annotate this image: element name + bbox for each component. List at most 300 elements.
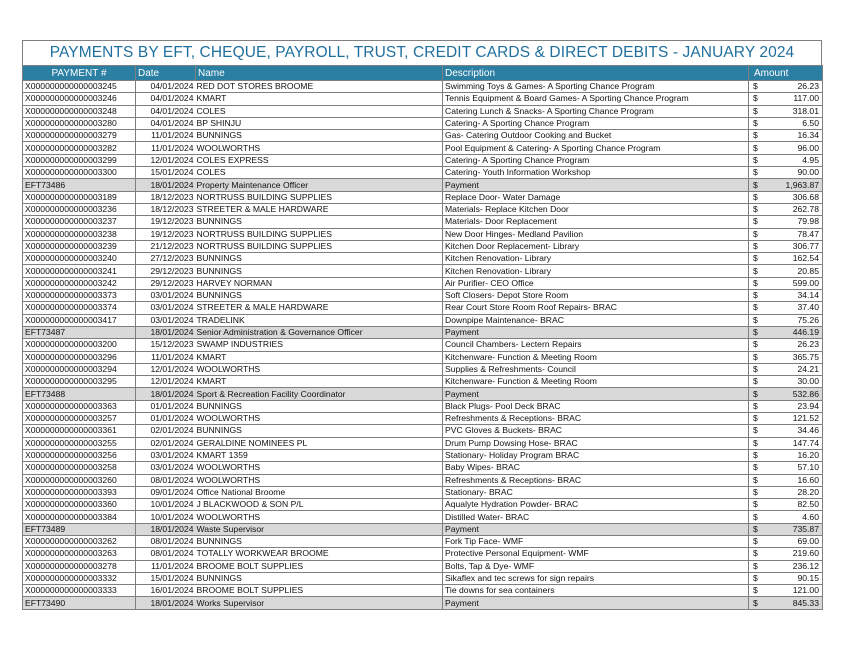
date-cell: 15/12/2023 — [136, 339, 196, 351]
name-cell: GERALDINE NOMINEES PL — [196, 437, 443, 449]
payment-cell: X000000000000003241 — [23, 265, 136, 277]
payment-cell: X000000000000003373 — [23, 290, 136, 302]
date-cell: 02/01/2024 — [136, 425, 196, 437]
currency-cell: $ — [749, 240, 761, 252]
description-cell: Pool Equipment & Catering- A Sporting Chance Program — [443, 142, 749, 154]
name-cell: COLES EXPRESS — [196, 154, 443, 166]
date-cell: 16/01/2024 — [136, 585, 196, 597]
date-cell: 18/12/2023 — [136, 191, 196, 203]
table-row — [23, 437, 823, 449]
payment-cell: EFT73488 — [23, 388, 136, 400]
name-cell: STREETER & MALE HARDWARE — [196, 302, 443, 314]
name-cell: COLES — [196, 105, 443, 117]
amount-cell: 79.98 — [761, 216, 823, 228]
description-cell: Catering- A Sporting Chance Program — [443, 154, 749, 166]
table-row — [23, 560, 823, 572]
description-cell: Fork Tip Face- WMF — [443, 535, 749, 547]
table-row — [23, 253, 823, 265]
table-row — [23, 228, 823, 240]
date-cell: 19/12/2023 — [136, 228, 196, 240]
table-row — [23, 154, 823, 166]
date-cell: 15/01/2024 — [136, 167, 196, 179]
payment-cell: X000000000000003255 — [23, 437, 136, 449]
name-cell: KMART — [196, 376, 443, 388]
name-cell: BUNNINGS — [196, 400, 443, 412]
currency-cell: $ — [749, 191, 761, 203]
name-cell: BROOME BOLT SUPPLIES — [196, 585, 443, 597]
amount-cell: 57.10 — [761, 462, 823, 474]
payment-cell: EFT73486 — [23, 179, 136, 191]
payment-cell: X000000000000003245 — [23, 81, 136, 93]
description-cell: Tie downs for sea containers — [443, 585, 749, 597]
currency-cell: $ — [749, 105, 761, 117]
name-cell: BUNNINGS — [196, 572, 443, 584]
table-row — [23, 585, 823, 597]
header-description: Description — [443, 66, 749, 81]
currency-cell: $ — [749, 523, 761, 535]
date-cell: 02/01/2024 — [136, 437, 196, 449]
table-row — [23, 486, 823, 498]
name-cell: TOTALLY WORKWEAR BROOME — [196, 548, 443, 560]
payment-cell: X000000000000003360 — [23, 499, 136, 511]
payment-cell: X000000000000003295 — [23, 376, 136, 388]
date-cell: 29/12/2023 — [136, 265, 196, 277]
table-row — [23, 535, 823, 547]
amount-cell: 26.23 — [761, 81, 823, 93]
amount-cell: 365.75 — [761, 351, 823, 363]
date-cell: 11/01/2024 — [136, 351, 196, 363]
payment-cell: X000000000000003280 — [23, 117, 136, 129]
payment-cell: X000000000000003374 — [23, 302, 136, 314]
name-cell: KMART — [196, 93, 443, 105]
payment-cell: X000000000000003332 — [23, 572, 136, 584]
currency-cell: $ — [749, 290, 761, 302]
description-cell: Downpipe Maintenance- BRAC — [443, 314, 749, 326]
name-cell: BUNNINGS — [196, 265, 443, 277]
amount-cell: 69.00 — [761, 535, 823, 547]
table-row — [23, 449, 823, 461]
date-cell: 03/01/2024 — [136, 314, 196, 326]
table-row — [23, 167, 823, 179]
date-cell: 18/01/2024 — [136, 523, 196, 535]
description-cell: Materials- Replace Kitchen Door — [443, 203, 749, 215]
description-cell: Payment — [443, 388, 749, 400]
description-cell: Catering Lunch & Snacks- A Sporting Chance Program — [443, 105, 749, 117]
header-name: Name — [196, 66, 443, 81]
name-cell: TRADELINK — [196, 314, 443, 326]
name-cell: BROOME BOLT SUPPLIES — [196, 560, 443, 572]
date-cell: 03/01/2024 — [136, 462, 196, 474]
date-cell: 18/01/2024 — [136, 388, 196, 400]
payment-cell: X000000000000003384 — [23, 511, 136, 523]
amount-cell: 599.00 — [761, 277, 823, 289]
date-cell: 29/12/2023 — [136, 277, 196, 289]
amount-cell: 37.40 — [761, 302, 823, 314]
currency-cell: $ — [749, 462, 761, 474]
amount-cell: 96.00 — [761, 142, 823, 154]
date-cell: 18/01/2024 — [136, 179, 196, 191]
amount-cell: 117.00 — [761, 93, 823, 105]
currency-cell: $ — [749, 560, 761, 572]
table-row — [23, 277, 823, 289]
payment-cell: X000000000000003417 — [23, 314, 136, 326]
date-cell: 03/01/2024 — [136, 290, 196, 302]
amount-cell: 532.86 — [761, 388, 823, 400]
name-cell: Senior Administration & Governance Officer — [196, 326, 443, 338]
amount-cell: 26.23 — [761, 339, 823, 351]
payment-cell: X000000000000003256 — [23, 449, 136, 461]
name-cell: Office National Broome — [196, 486, 443, 498]
currency-cell: $ — [749, 179, 761, 191]
table-row — [23, 400, 823, 412]
amount-cell: 306.77 — [761, 240, 823, 252]
page-title: PAYMENTS BY EFT, CHEQUE, PAYROLL, TRUST, CREDIT CARDS & DIRECT DEBITS - JANUARY 2024 — [22, 40, 822, 65]
currency-cell: $ — [749, 511, 761, 523]
name-cell: Property Maintenance Officer — [196, 179, 443, 191]
description-cell: Black Plugs- Pool Deck BRAC — [443, 400, 749, 412]
payment-cell: X000000000000003248 — [23, 105, 136, 117]
description-cell: Tennis Equipment & Board Games- A Sporting Chance Program — [443, 93, 749, 105]
currency-cell: $ — [749, 81, 761, 93]
table-row — [23, 339, 823, 351]
table-row — [23, 314, 823, 326]
payment-cell: X000000000000003296 — [23, 351, 136, 363]
currency-cell: $ — [749, 265, 761, 277]
date-cell: 15/01/2024 — [136, 572, 196, 584]
amount-cell: 262.78 — [761, 203, 823, 215]
currency-cell: $ — [749, 363, 761, 375]
description-cell: Stationary- BRAC — [443, 486, 749, 498]
amount-cell: 236.12 — [761, 560, 823, 572]
amount-cell: 446.19 — [761, 326, 823, 338]
date-cell: 03/01/2024 — [136, 302, 196, 314]
currency-cell: $ — [749, 167, 761, 179]
description-cell: Payment — [443, 597, 749, 609]
table-row — [23, 142, 823, 154]
date-cell: 09/01/2024 — [136, 486, 196, 498]
date-cell: 27/12/2023 — [136, 253, 196, 265]
date-cell: 11/01/2024 — [136, 142, 196, 154]
table-row-eft — [23, 523, 823, 535]
currency-cell: $ — [749, 142, 761, 154]
description-cell: Kitchenware- Function & Meeting Room — [443, 351, 749, 363]
date-cell: 08/01/2024 — [136, 548, 196, 560]
amount-cell: 219.60 — [761, 548, 823, 560]
description-cell: Kitchen Door Replacement- Library — [443, 240, 749, 252]
currency-cell: $ — [749, 437, 761, 449]
amount-cell: 90.00 — [761, 167, 823, 179]
currency-cell: $ — [749, 277, 761, 289]
date-cell: 21/12/2023 — [136, 240, 196, 252]
currency-cell: $ — [749, 228, 761, 240]
header-amount: Amount — [749, 66, 823, 81]
name-cell: WOOLWORTHS — [196, 363, 443, 375]
date-cell: 08/01/2024 — [136, 535, 196, 547]
name-cell: WOOLWORTHS — [196, 462, 443, 474]
table-row-eft — [23, 326, 823, 338]
amount-cell: 20.85 — [761, 265, 823, 277]
description-cell: Refreshments & Receptions- BRAC — [443, 413, 749, 425]
currency-cell: $ — [749, 203, 761, 215]
table-body — [23, 81, 823, 610]
description-cell: Air Purifier- CEO Office — [443, 277, 749, 289]
currency-cell: $ — [749, 326, 761, 338]
name-cell: NORTRUSS BUILDING SUPPLIES — [196, 228, 443, 240]
table-row — [23, 351, 823, 363]
payment-cell: EFT73489 — [23, 523, 136, 535]
payment-cell: X000000000000003240 — [23, 253, 136, 265]
amount-cell: 34.46 — [761, 425, 823, 437]
payment-cell: X000000000000003294 — [23, 363, 136, 375]
date-cell: 01/01/2024 — [136, 400, 196, 412]
table-row — [23, 191, 823, 203]
date-cell: 03/01/2024 — [136, 449, 196, 461]
date-cell: 04/01/2024 — [136, 93, 196, 105]
name-cell: BP SHINJU — [196, 117, 443, 129]
payment-cell: X000000000000003363 — [23, 400, 136, 412]
table-row — [23, 413, 823, 425]
amount-cell: 162.54 — [761, 253, 823, 265]
name-cell: STREETER & MALE HARDWARE — [196, 203, 443, 215]
name-cell: NORTRUSS BUILDING SUPPLIES — [196, 191, 443, 203]
table-row-eft — [23, 388, 823, 400]
description-cell: Swimming Toys & Games- A Sporting Chance Program — [443, 81, 749, 93]
currency-cell: $ — [749, 351, 761, 363]
description-cell: Kitchen Renovation- Library — [443, 265, 749, 277]
description-cell: Payment — [443, 326, 749, 338]
table-row — [23, 376, 823, 388]
payment-cell: X000000000000003278 — [23, 560, 136, 572]
description-cell: Drum Pump Dowsing Hose- BRAC — [443, 437, 749, 449]
date-cell: 04/01/2024 — [136, 117, 196, 129]
currency-cell: $ — [749, 474, 761, 486]
amount-cell: 735.87 — [761, 523, 823, 535]
name-cell: KMART 1359 — [196, 449, 443, 461]
name-cell: WOOLWORTHS — [196, 474, 443, 486]
table-row — [23, 474, 823, 486]
name-cell: WOOLWORTHS — [196, 142, 443, 154]
currency-cell: $ — [749, 314, 761, 326]
table-row — [23, 216, 823, 228]
table-row-eft — [23, 597, 823, 609]
description-cell: Aqualyte Hydration Powder- BRAC — [443, 499, 749, 511]
amount-cell: 845.33 — [761, 597, 823, 609]
header-row — [23, 66, 823, 81]
description-cell: Payment — [443, 179, 749, 191]
description-cell: Gas- Catering Outdoor Cooking and Bucket — [443, 130, 749, 142]
currency-cell: $ — [749, 339, 761, 351]
name-cell: BUNNINGS — [196, 216, 443, 228]
name-cell: KMART — [196, 351, 443, 363]
currency-cell: $ — [749, 499, 761, 511]
payment-cell: X000000000000003299 — [23, 154, 136, 166]
table-row — [23, 548, 823, 560]
table-row — [23, 363, 823, 375]
payment-cell: X000000000000003238 — [23, 228, 136, 240]
date-cell: 19/12/2023 — [136, 216, 196, 228]
name-cell: SWAMP INDUSTRIES — [196, 339, 443, 351]
payment-cell: X000000000000003237 — [23, 216, 136, 228]
table-row — [23, 572, 823, 584]
payment-cell: X000000000000003260 — [23, 474, 136, 486]
payment-cell: X000000000000003333 — [23, 585, 136, 597]
name-cell: Waste Supervisor — [196, 523, 443, 535]
name-cell: BUNNINGS — [196, 253, 443, 265]
description-cell: Replace Door- Water Damage — [443, 191, 749, 203]
table-row — [23, 290, 823, 302]
currency-cell: $ — [749, 449, 761, 461]
payment-cell: X000000000000003246 — [23, 93, 136, 105]
date-cell: 04/01/2024 — [136, 105, 196, 117]
description-cell: Payment — [443, 523, 749, 535]
payment-cell: X000000000000003200 — [23, 339, 136, 351]
currency-cell: $ — [749, 216, 761, 228]
amount-cell: 30.00 — [761, 376, 823, 388]
currency-cell: $ — [749, 376, 761, 388]
payment-cell: X000000000000003263 — [23, 548, 136, 560]
currency-cell: $ — [749, 548, 761, 560]
payment-cell: X000000000000003393 — [23, 486, 136, 498]
currency-cell: $ — [749, 400, 761, 412]
name-cell: BUNNINGS — [196, 130, 443, 142]
currency-cell: $ — [749, 388, 761, 400]
table-row — [23, 81, 823, 93]
amount-cell: 4.60 — [761, 511, 823, 523]
payment-cell: X000000000000003242 — [23, 277, 136, 289]
amount-cell: 82.50 — [761, 499, 823, 511]
description-cell: PVC Gloves & Buckets- BRAC — [443, 425, 749, 437]
currency-cell: $ — [749, 486, 761, 498]
description-cell: Supplies & Refreshments- Council — [443, 363, 749, 375]
date-cell: 08/01/2024 — [136, 474, 196, 486]
amount-cell: 75.26 — [761, 314, 823, 326]
amount-cell: 4.95 — [761, 154, 823, 166]
table-row — [23, 511, 823, 523]
table-row — [23, 425, 823, 437]
payment-cell: X000000000000003236 — [23, 203, 136, 215]
currency-cell: $ — [749, 93, 761, 105]
amount-cell: 147.74 — [761, 437, 823, 449]
currency-cell: $ — [749, 535, 761, 547]
currency-cell: $ — [749, 302, 761, 314]
name-cell: BUNNINGS — [196, 290, 443, 302]
table-row — [23, 265, 823, 277]
currency-cell: $ — [749, 130, 761, 142]
description-cell: Stationary- Holiday Program BRAC — [443, 449, 749, 461]
amount-cell: 78.47 — [761, 228, 823, 240]
currency-cell: $ — [749, 425, 761, 437]
description-cell: Catering- Youth Information Workshop — [443, 167, 749, 179]
table-row — [23, 203, 823, 215]
description-cell: New Door Hinges- Medland Pavilion — [443, 228, 749, 240]
table-row — [23, 93, 823, 105]
amount-cell: 1,963.87 — [761, 179, 823, 191]
payment-cell: X000000000000003279 — [23, 130, 136, 142]
amount-cell: 16.20 — [761, 449, 823, 461]
table-row — [23, 302, 823, 314]
payment-cell: X000000000000003258 — [23, 462, 136, 474]
name-cell: COLES — [196, 167, 443, 179]
name-cell: BUNNINGS — [196, 535, 443, 547]
amount-cell: 90.15 — [761, 572, 823, 584]
payment-cell: X000000000000003300 — [23, 167, 136, 179]
date-cell: 18/01/2024 — [136, 326, 196, 338]
description-cell: Distilled Water- BRAC — [443, 511, 749, 523]
name-cell: WOOLWORTHS — [196, 413, 443, 425]
payment-cell: X000000000000003361 — [23, 425, 136, 437]
currency-cell: $ — [749, 117, 761, 129]
date-cell: 12/01/2024 — [136, 376, 196, 388]
date-cell: 18/12/2023 — [136, 203, 196, 215]
table-row — [23, 130, 823, 142]
name-cell: RED DOT STORES BROOME — [196, 81, 443, 93]
table-row — [23, 240, 823, 252]
amount-cell: 16.34 — [761, 130, 823, 142]
date-cell: 12/01/2024 — [136, 363, 196, 375]
description-cell: Sikaflex and tec screws for sign repairs — [443, 572, 749, 584]
payment-cell: EFT73487 — [23, 326, 136, 338]
amount-cell: 121.52 — [761, 413, 823, 425]
amount-cell: 16.60 — [761, 474, 823, 486]
amount-cell: 306.68 — [761, 191, 823, 203]
amount-cell: 121.00 — [761, 585, 823, 597]
description-cell: Baby Wipes- BRAC — [443, 462, 749, 474]
description-cell: Kitchenware- Function & Meeting Room — [443, 376, 749, 388]
description-cell: Materials- Door Replacement — [443, 216, 749, 228]
payments-table — [22, 65, 823, 610]
table-row — [23, 499, 823, 511]
name-cell: HARVEY NORMAN — [196, 277, 443, 289]
name-cell: NORTRUSS BUILDING SUPPLIES — [196, 240, 443, 252]
amount-cell: 34.14 — [761, 290, 823, 302]
description-cell: Rear Court Store Room Roof Repairs- BRAC — [443, 302, 749, 314]
table-row — [23, 105, 823, 117]
payment-cell: X000000000000003282 — [23, 142, 136, 154]
date-cell: 18/01/2024 — [136, 597, 196, 609]
name-cell: Sport & Recreation Facility Coordinator — [196, 388, 443, 400]
name-cell: BUNNINGS — [196, 425, 443, 437]
date-cell: 04/01/2024 — [136, 81, 196, 93]
date-cell: 11/01/2024 — [136, 560, 196, 572]
description-cell: Council Chambers- Lectern Repairs — [443, 339, 749, 351]
date-cell: 11/01/2024 — [136, 130, 196, 142]
table-row-eft — [23, 179, 823, 191]
currency-cell: $ — [749, 585, 761, 597]
description-cell: Kitchen Renovation- Library — [443, 253, 749, 265]
header-payment: PAYMENT # — [23, 66, 136, 81]
amount-cell: 23.94 — [761, 400, 823, 412]
description-cell: Protective Personal Equipment- WMF — [443, 548, 749, 560]
description-cell: Catering- A Sporting Chance Program — [443, 117, 749, 129]
description-cell: Soft Closers- Depot Store Room — [443, 290, 749, 302]
date-cell: 10/01/2024 — [136, 511, 196, 523]
payment-cell: X000000000000003189 — [23, 191, 136, 203]
currency-cell: $ — [749, 597, 761, 609]
currency-cell: $ — [749, 253, 761, 265]
amount-cell: 318.01 — [761, 105, 823, 117]
table-row — [23, 117, 823, 129]
amount-cell: 24.21 — [761, 363, 823, 375]
payment-cell: X000000000000003262 — [23, 535, 136, 547]
name-cell: J BLACKWOOD & SON P/L — [196, 499, 443, 511]
payment-cell: X000000000000003257 — [23, 413, 136, 425]
description-cell: Refreshments & Receptions- BRAC — [443, 474, 749, 486]
amount-cell: 6.50 — [761, 117, 823, 129]
date-cell: 10/01/2024 — [136, 499, 196, 511]
currency-cell: $ — [749, 154, 761, 166]
name-cell: WOOLWORTHS — [196, 511, 443, 523]
date-cell: 01/01/2024 — [136, 413, 196, 425]
